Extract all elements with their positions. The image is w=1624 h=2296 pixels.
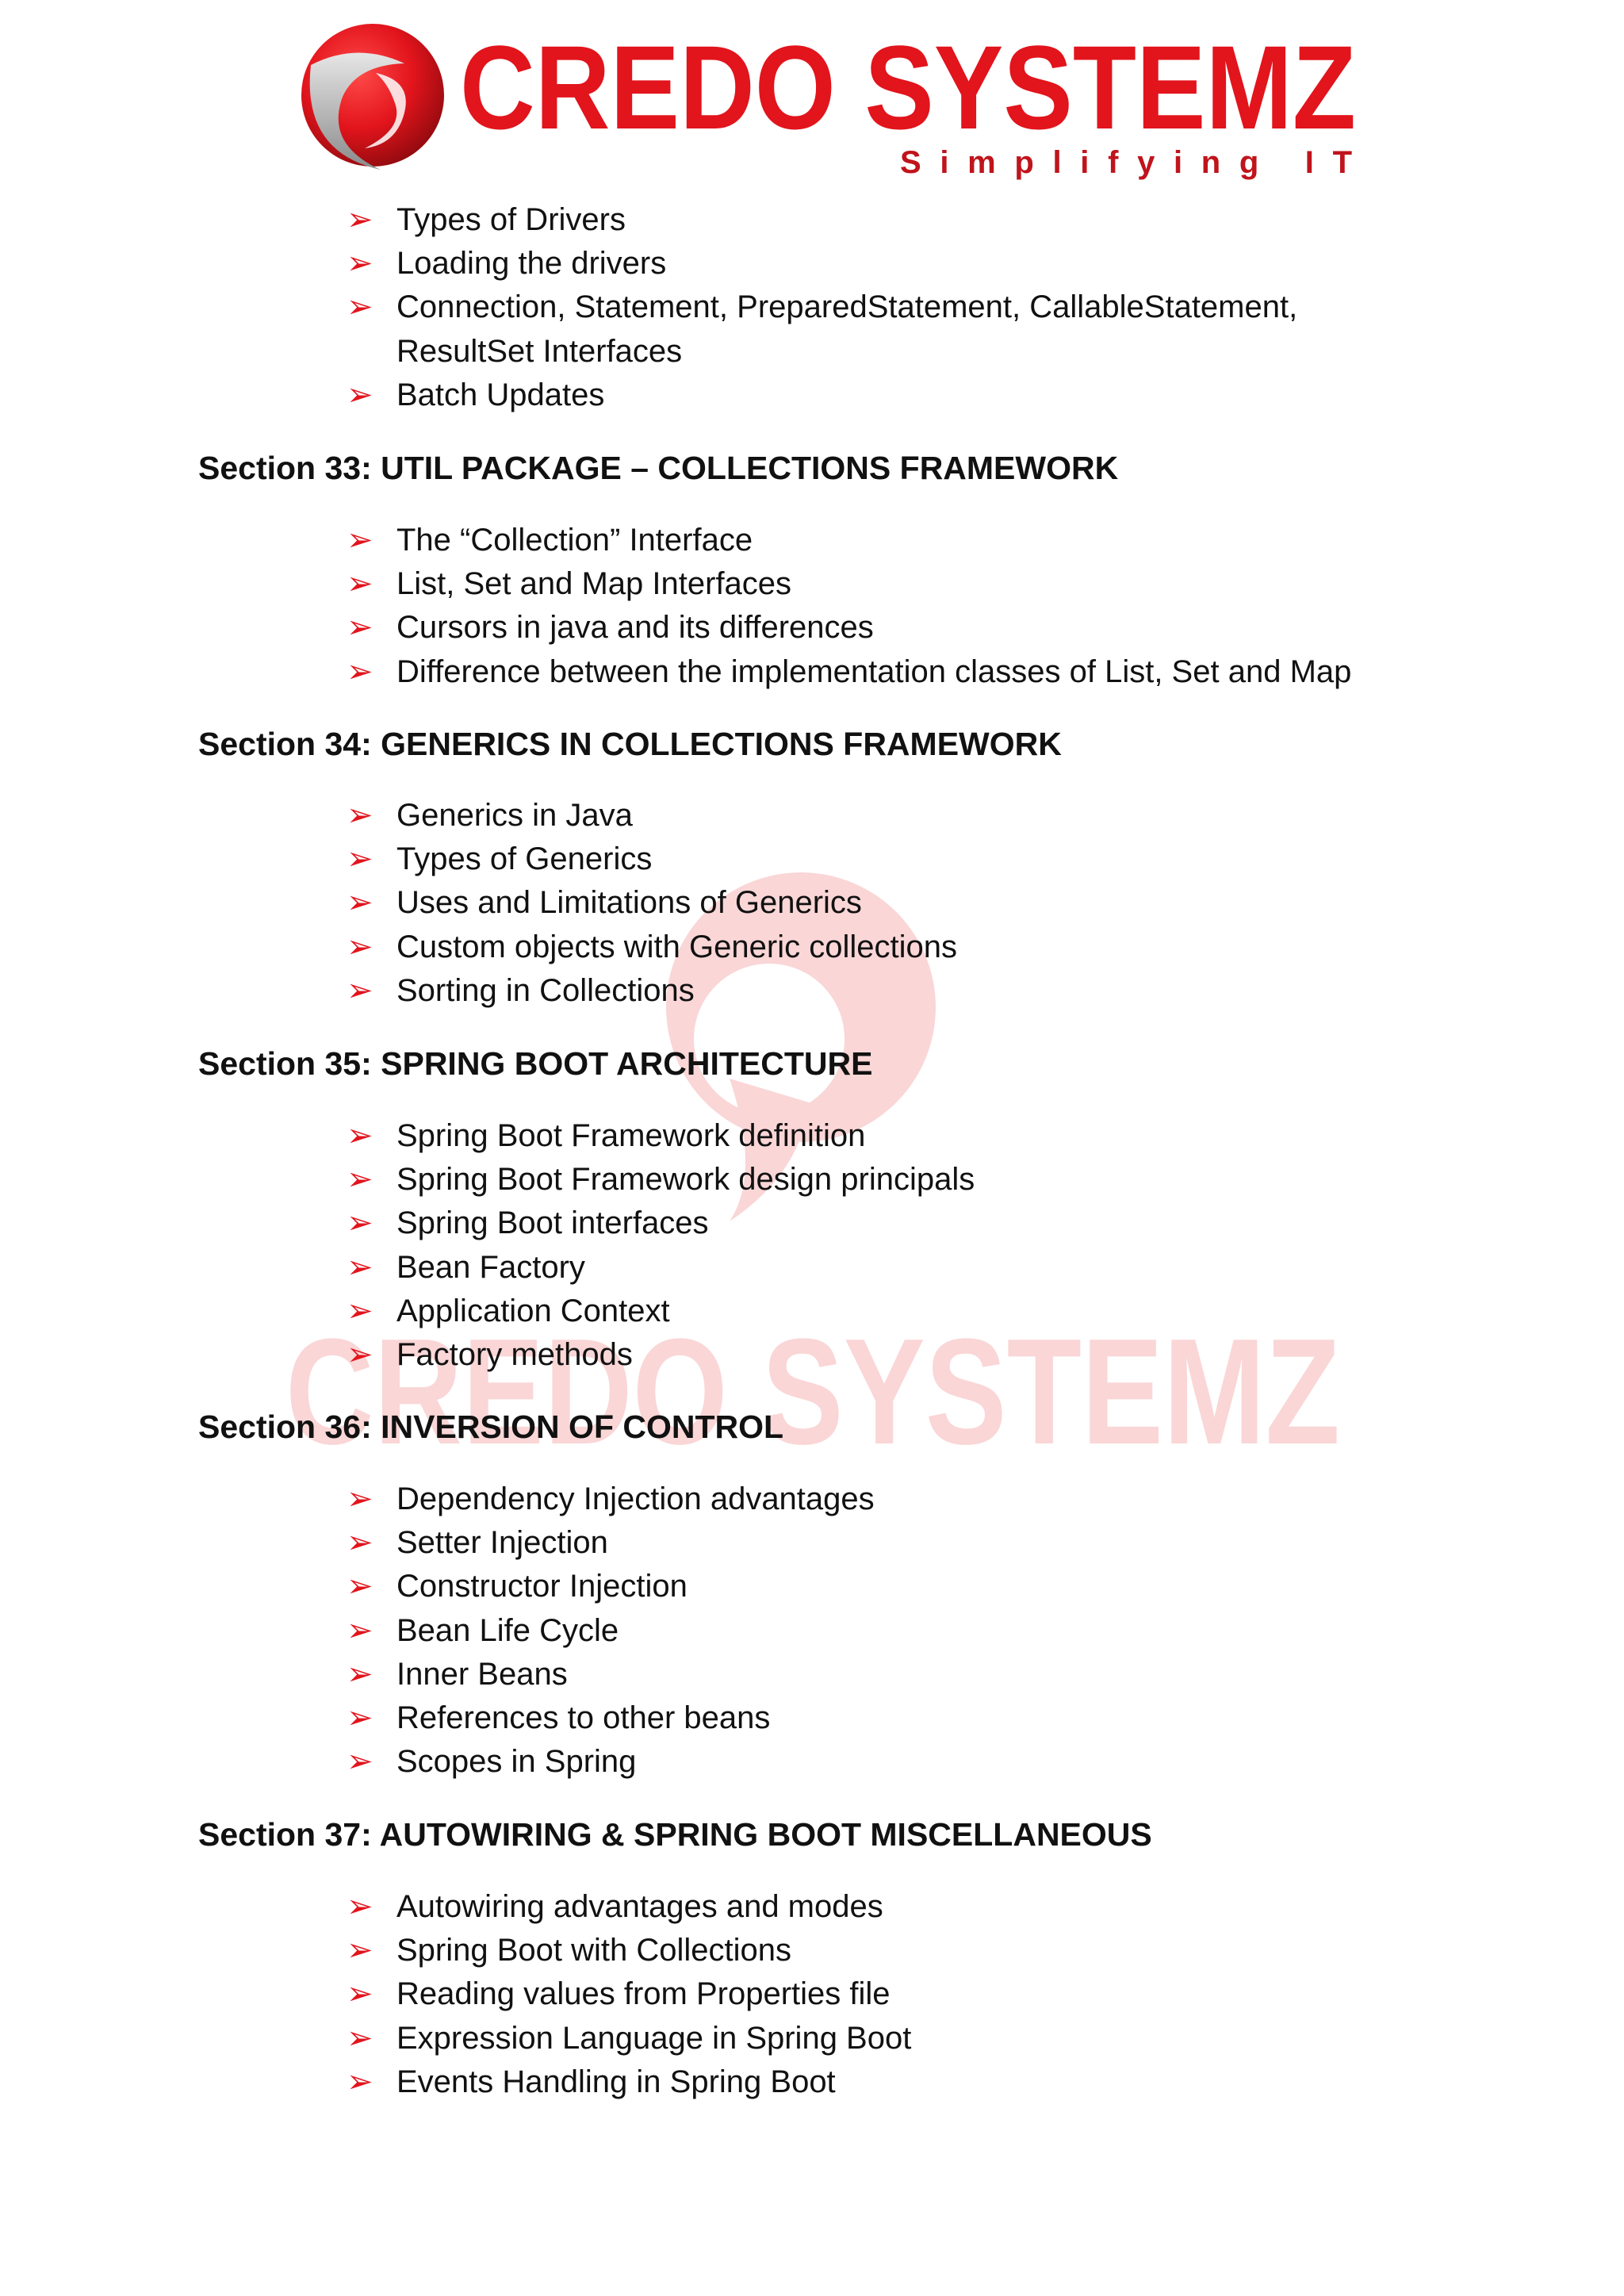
arrow-bullet-icon: ➢ xyxy=(347,1292,373,1329)
arrow-bullet-icon: ➢ xyxy=(347,376,373,413)
arrow-bullet-icon: ➢ xyxy=(347,1161,373,1198)
arrow-bullet-icon: ➢ xyxy=(347,1976,373,2013)
arrow-bullet-icon: ➢ xyxy=(347,2063,373,2100)
arrow-bullet-icon: ➢ xyxy=(347,1481,373,1517)
arrow-bullet-icon: ➢ xyxy=(347,245,373,282)
arrow-bullet-icon: ➢ xyxy=(347,797,373,834)
section-35-heading: Section 35: SPRING BOOT ARCHITECTURE xyxy=(198,1045,873,1082)
section-36-heading: Section 36: INVERSION OF CONTROL xyxy=(198,1409,784,1445)
arrow-bullet-icon: ➢ xyxy=(347,1117,373,1154)
arrow-bullet-icon: ➢ xyxy=(347,1612,373,1649)
brand-tagline: Simplifying IT xyxy=(900,145,1352,180)
arrow-bullet-icon: ➢ xyxy=(347,1932,373,1969)
arrow-bullet-icon: ➢ xyxy=(347,1743,373,1780)
arrow-bullet-icon: ➢ xyxy=(347,972,373,1009)
arrow-bullet-icon: ➢ xyxy=(347,1205,373,1242)
arrow-bullet-icon: ➢ xyxy=(347,884,373,922)
arrow-bullet-icon: ➢ xyxy=(347,2019,373,2056)
arrow-bullet-icon: ➢ xyxy=(347,1655,373,1692)
section-34-heading: Section 34: GENERICS IN COLLECTIONS FRAMEWORK xyxy=(198,726,1062,762)
arrow-bullet-icon: ➢ xyxy=(347,653,373,690)
arrow-bullet-icon: ➢ xyxy=(347,201,373,238)
arrow-bullet-icon: ➢ xyxy=(347,1524,373,1562)
arrow-bullet-icon: ➢ xyxy=(347,522,373,558)
brand-logo xyxy=(293,17,1372,184)
arrow-bullet-icon: ➢ xyxy=(347,609,373,646)
section-37-heading: Section 37: AUTOWIRING & SPRING BOOT MISCELLANEOUS xyxy=(198,1816,1152,1853)
arrow-bullet-icon: ➢ xyxy=(347,1699,373,1736)
section-33-heading: Section 33: UTIL PACKAGE – COLLECTIONS FRAMEWORK xyxy=(198,450,1119,486)
arrow-bullet-icon: ➢ xyxy=(347,1336,373,1373)
arrow-bullet-icon: ➢ xyxy=(347,841,373,878)
arrow-bullet-icon: ➢ xyxy=(347,565,373,603)
arrow-bullet-icon: ➢ xyxy=(347,1248,373,1286)
watermark-text: CREDO SYSTEMZ xyxy=(285,1308,1340,1475)
arrow-bullet-icon: ➢ xyxy=(347,1568,373,1605)
arrow-bullet-icon: ➢ xyxy=(347,928,373,965)
arrow-bullet-icon: ➢ xyxy=(347,1888,373,1925)
arrow-bullet-icon: ➢ xyxy=(347,289,373,326)
brand-name: CREDO SYSTEMZ xyxy=(460,21,1356,154)
red-swoosh-logo-icon xyxy=(301,24,444,170)
